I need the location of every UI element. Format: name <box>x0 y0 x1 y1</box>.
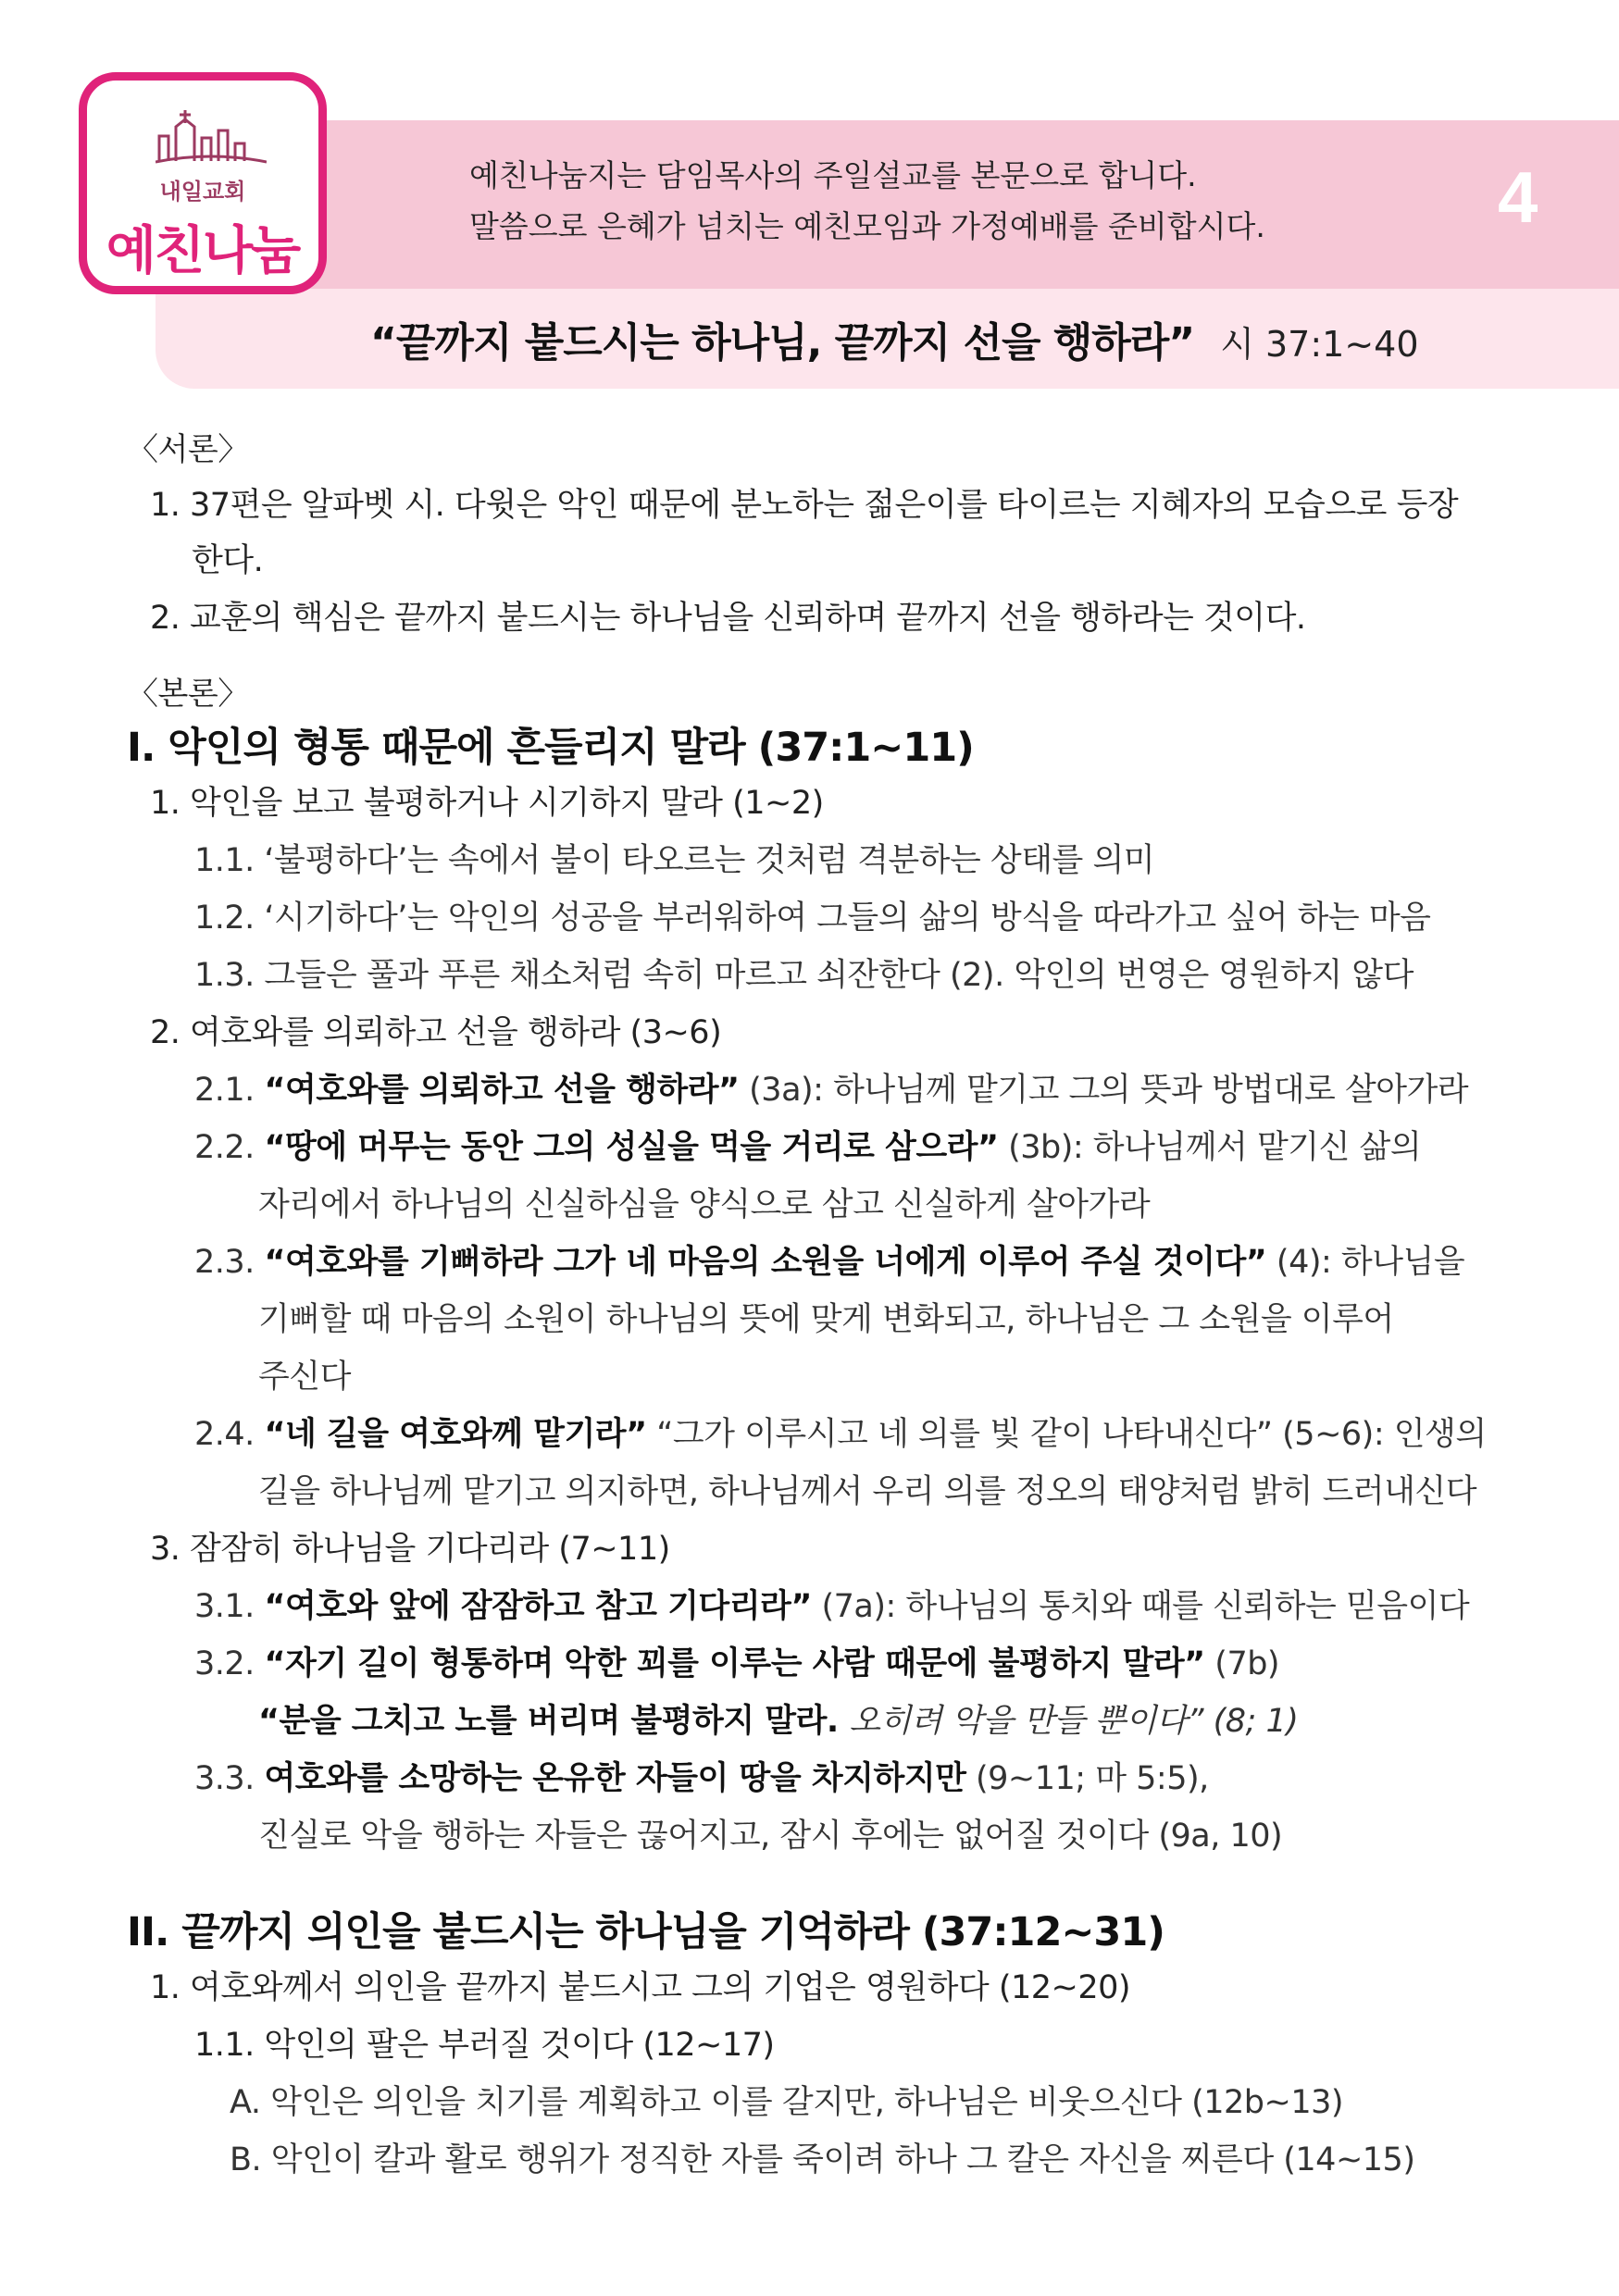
scripture-quote: “자기 길이 형통하며 악한 꾀를 이루는 사람 때문에 불평하지 말라” <box>264 1645 1205 1682</box>
scripture-quote: “땅에 머무는 동안 그의 성실을 먹을 거리로 삼으라” <box>264 1129 999 1166</box>
sermon-title <box>370 309 1419 368</box>
scripture-quote: 여호와를 소망하는 온유한 자들이 땅을 차지하지만 <box>264 1760 966 1797</box>
outline-subitem: 1.2. ‘시기하다’는 악인의 성공을 부러워하여 그들의 삶의 방식을 따라가고 싶어 하는 마음 <box>194 900 1431 937</box>
scripture-quote-italic: 오히려 악을 만들 뿐이다” (8; 1) <box>849 1703 1299 1740</box>
page-number: 4 <box>1498 156 1538 238</box>
section-heading: II. 끝까지 의인을 붙드시는 하나님을 기억하라 (37:12~31) <box>127 1909 1164 1955</box>
scripture-reference: 시 37:1~40 <box>1220 324 1419 365</box>
outline-subitem: 3.3. 여호와를 소망하는 온유한 자들이 땅을 차지하지만 (9~11; 마 5:5), <box>194 1760 1209 1797</box>
outline-subitem: 1.1. ‘불평하다’는 속에서 불이 타오르는 것처럼 격분하는 상태를 의미 <box>194 842 1155 879</box>
outline-subitem: 1.3. 그들은 풀과 푸른 채소처럼 속히 마르고 쇠잔한다 (2). 악인의 번영은 영원하지 않다 <box>194 957 1414 994</box>
outline-subitem: 2.3. “여호와를 기뻐하라 그가 네 마음의 소원을 너에게 이루어 주실 것이다” (4): 하나님을 <box>194 1244 1465 1281</box>
title-text: “끝까지 붙드시는 하나님, 끝까지 선을 행하라” <box>370 319 1195 366</box>
header-intro <box>469 150 1265 252</box>
outline-subitem: 1.1. 악인의 팔은 부러질 것이다 (12~17) <box>194 2027 775 2064</box>
church-name: 내일교회 <box>159 179 246 205</box>
brand-name: 예친나눔 <box>106 221 300 281</box>
scripture-quote: “여호와를 기뻐하라 그가 네 마음의 소원을 너에게 이루어 주실 것이다” <box>264 1244 1267 1281</box>
intro-line: 예친나눔지는 담임목사의 주일설교를 본문으로 합니다. <box>469 157 1197 193</box>
outline-subitem-continued <box>258 1695 1298 1742</box>
outline-point: B. 악인이 칼과 활로 행위가 정직한 자를 죽이려 하나 그 칼은 자신을 찌른다 (14~15) <box>230 2141 1415 2178</box>
outline-subitem: 2.2. “땅에 머무는 동안 그의 성실을 먹을 거리로 삼으라” (3b): 하나님께서 맡기신 삶의 <box>194 1129 1422 1166</box>
section-label: 〈서론〉 <box>127 431 249 468</box>
outline-item: 1. 37편은 알파벳 시. 다윗은 악인 때문에 분노하는 젊은이를 타이르는 지혜자의 모습으로 등장 <box>150 487 1459 524</box>
outline-item-continued: 한다. <box>192 542 264 579</box>
scripture-quote: “여호와를 의뢰하고 선을 행하라” <box>264 1072 740 1109</box>
scripture-quote: “여호와 앞에 잠잠하고 참고 기다리라” <box>264 1588 812 1625</box>
scripture-quote: “네 길을 여호와께 맡기라” <box>264 1416 647 1453</box>
section-heading: I. 악인의 형통 때문에 흔들리지 말라 (37:1~11) <box>127 725 974 771</box>
outline-subitem-continued: 주신다 <box>258 1359 351 1396</box>
section-label: 〈본론〉 <box>127 676 249 713</box>
outline-item: 2. 교훈의 핵심은 끝까지 붙드시는 하나님을 신뢰하며 끝까지 선을 행하라는 것이다. <box>150 600 1306 637</box>
logo <box>79 72 327 294</box>
outline-item: 1. 여호와께서 의인을 끝까지 붙드시고 그의 기업은 영원하다 (12~20) <box>150 1969 1131 2006</box>
intro-line: 말씀으로 은혜가 넘치는 예친모임과 가정예배를 준비합시다. <box>469 208 1265 244</box>
outline-subitem: 2.4. “네 길을 여호와께 맡기라” “그가 이루시고 네 의를 빛 같이 나타내신다” (5~6): 인생의 <box>194 1416 1487 1453</box>
church-skyline-icon <box>156 110 267 166</box>
outline-item: 3. 잠잠히 하나님을 기다리라 (7~11) <box>150 1531 670 1568</box>
outline-subitem-continued: 자리에서 하나님의 신실하심을 양식으로 삼고 신실하게 살아가라 <box>258 1186 1151 1223</box>
outline-subitem: 2.1. “여호와를 의뢰하고 선을 행하라” (3a): 하나님께 맡기고 그의 뜻과 방법대로 살아가라 <box>194 1072 1469 1109</box>
outline-subitem: 3.1. “여호와 앞에 잠잠하고 참고 기다리라” (7a): 하나님의 통치와 때를 신뢰하는 믿음이다 <box>194 1588 1470 1625</box>
outline-subitem-continued: 기뻐할 때 마음의 소원이 하나님의 뜻에 맞게 변화되고, 하나님은 그 소원을 이루어 <box>258 1301 1394 1338</box>
outline-subitem-continued: 길을 하나님께 맡기고 의지하면, 하나님께서 우리 의를 정오의 태양처럼 밝히 드러내신다 <box>258 1473 1477 1510</box>
outline-item: 2. 여호와를 의뢰하고 선을 행하라 (3~6) <box>150 1014 722 1051</box>
outline-item: 1. 악인을 보고 불평하거나 시기하지 말라 (1~2) <box>150 785 824 822</box>
scripture-quote: “분을 그치고 노를 버리며 불평하지 말라. <box>258 1703 850 1740</box>
outline-subitem: 3.2. “자기 길이 형통하며 악한 꾀를 이루는 사람 때문에 불평하지 말라” (7b) <box>194 1645 1280 1682</box>
outline-point: A. 악인은 의인을 치기를 계획하고 이를 갈지만, 하나님은 비웃으신다 (12b~13) <box>230 2084 1344 2121</box>
outline-subitem-continued: 진실로 악을 행하는 자들은 끊어지고, 잠시 후에는 없어질 것이다 (9a, 10) <box>258 1818 1283 1855</box>
